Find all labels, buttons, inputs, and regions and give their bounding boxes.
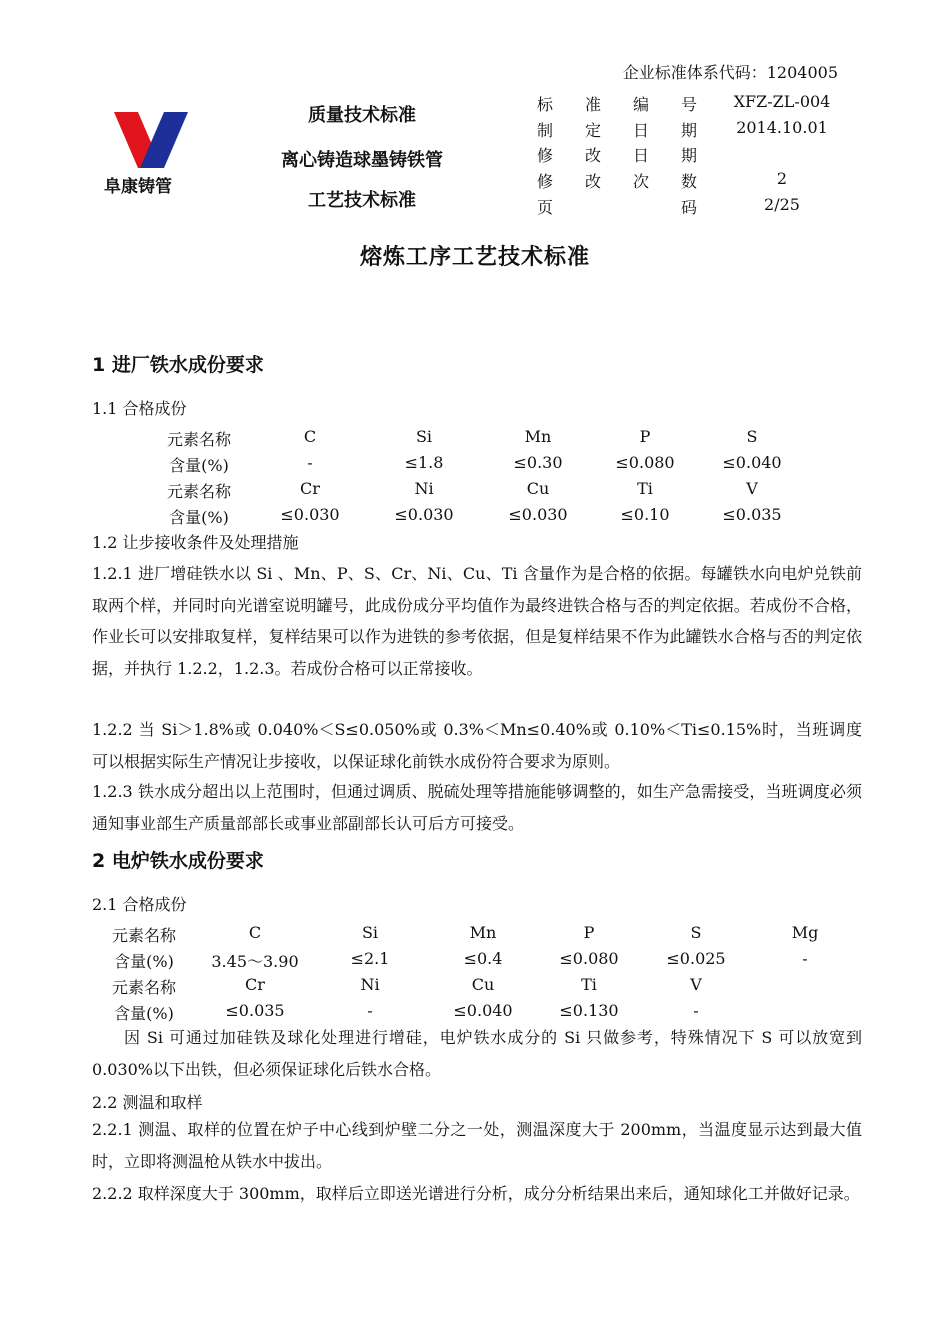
table-cell: ≤0.030 bbox=[394, 505, 454, 524]
meta-label-char: 修 bbox=[537, 172, 554, 191]
table-cell: Ti bbox=[581, 975, 597, 994]
system-code: 企业标准体系代码：1204005 bbox=[622, 63, 838, 82]
table-row-label: 元素名称 bbox=[111, 978, 177, 997]
meta-label-char: 修 bbox=[537, 146, 554, 165]
table-cell: Si bbox=[361, 923, 379, 942]
meta-value: 2014.10.01 bbox=[736, 118, 828, 137]
table-cell: C bbox=[248, 923, 262, 942]
table-cell: ≤0.4 bbox=[463, 949, 503, 968]
section1-sub2-title: 1.2 让步接收条件及处理措施 bbox=[92, 533, 299, 552]
document-title: 熔炼工序工艺技术标准 bbox=[359, 245, 590, 270]
meta-label-char: 改 bbox=[585, 146, 602, 165]
header-title-3: 工艺技术标准 bbox=[308, 190, 416, 211]
meta-label-char: 日 bbox=[633, 121, 650, 140]
meta-value: 2/25 bbox=[764, 195, 800, 214]
section2-sub1-title: 2.1 合格成份 bbox=[92, 895, 187, 914]
table-cell: ≤0.040 bbox=[722, 453, 782, 472]
meta-label-char: 制 bbox=[537, 121, 554, 140]
meta-label-char: 日 bbox=[633, 146, 650, 165]
table-cell: ≤0.030 bbox=[280, 505, 340, 524]
table-cell: Cu bbox=[526, 479, 550, 498]
meta-row bbox=[537, 169, 857, 195]
table-cell: Cr bbox=[245, 975, 265, 994]
section2-sub2-title: 2.2 测温和取样 bbox=[92, 1093, 203, 1112]
table-row-label: 元素名称 bbox=[166, 430, 232, 449]
table-cell: - bbox=[693, 1001, 699, 1020]
table-cell: Ni bbox=[414, 479, 434, 498]
section1-heading: 1 进厂铁水成份要求 bbox=[92, 354, 264, 376]
meta-label-char: 码 bbox=[681, 198, 698, 217]
table-cell: P bbox=[583, 923, 595, 942]
meta-row bbox=[537, 195, 857, 221]
section2-note: 因 Si 可通过加硅铁及球化处理进行增硅，电炉铁水成分的 Si 只做参考，特殊情况下 S 可以放宽到 0.030%以下出铁，但必须保证球化后铁水合格。 bbox=[92, 1028, 862, 1079]
table-row-label: 含量(%) bbox=[114, 1004, 174, 1023]
table-cell: Si bbox=[415, 427, 433, 446]
table-row-label: 含量(%) bbox=[114, 952, 174, 971]
table-cell: Cr bbox=[300, 479, 320, 498]
table-cell: - bbox=[307, 453, 313, 472]
table-row-label: 元素名称 bbox=[111, 926, 177, 945]
table-cell: ≤0.035 bbox=[225, 1001, 285, 1020]
table-cell: Cu bbox=[471, 975, 495, 994]
meta-row bbox=[537, 143, 857, 169]
table-cell: Mn bbox=[524, 427, 552, 446]
header-title-1: 质量技术标准 bbox=[308, 105, 416, 126]
meta-label-char: 页 bbox=[537, 198, 554, 217]
table-cell: S bbox=[746, 427, 758, 446]
meta-label-char: 标 bbox=[537, 95, 554, 114]
table-cell: Ni bbox=[360, 975, 380, 994]
table-cell: - bbox=[367, 1001, 373, 1020]
table-cell: ≤1.8 bbox=[404, 453, 444, 472]
table-cell: ≤2.1 bbox=[350, 949, 390, 968]
meta-label-char: 数 bbox=[681, 172, 698, 191]
meta-value: 2 bbox=[776, 169, 788, 188]
header-title-2: 离心铸造球墨铸铁管 bbox=[281, 150, 443, 171]
table-cell: ≤0.080 bbox=[559, 949, 619, 968]
table-cell: C bbox=[303, 427, 317, 446]
table-cell: ≤0.130 bbox=[559, 1001, 619, 1020]
table-cell: - bbox=[802, 949, 808, 968]
meta-label-char: 次 bbox=[633, 172, 650, 191]
meta-label-char: 准 bbox=[585, 95, 602, 114]
company-name: 阜康铸管 bbox=[104, 177, 172, 197]
meta-label-char: 改 bbox=[585, 172, 602, 191]
section1-sub1-title: 1.1 合格成份 bbox=[92, 399, 187, 418]
table-row-label: 含量(%) bbox=[169, 456, 229, 475]
paragraph-2-2-1: 2.2.1 测温、取样的位置在炉子中心线到炉壁二分之一处，测温深度大于 200mm，当温度显示达到最大值时，立即将测温枪从铁水中拔出。 bbox=[92, 1120, 862, 1171]
table-cell: Mg bbox=[791, 923, 819, 942]
table-row-label: 元素名称 bbox=[166, 482, 232, 501]
table-row-label: 含量(%) bbox=[169, 508, 229, 527]
paragraph-1-2-2: 1.2.2 当 Si＞1.8%或 0.040%＜S≤0.050%或 0.3%＜Mn≤0.40%或 0.10%＜Ti≤0.15%时，当班调度可以根据实际生产情况让步接收，以保证球化前铁水成份符合要求为原则。 bbox=[92, 720, 862, 771]
table-cell: 3.45～3.90 bbox=[211, 952, 299, 971]
table-cell: ≤0.080 bbox=[615, 453, 675, 472]
table-cell: Ti bbox=[637, 479, 653, 498]
logo-mark-icon bbox=[106, 108, 196, 172]
meta-label-char: 期 bbox=[681, 121, 698, 140]
table-cell: ≤0.030 bbox=[508, 505, 568, 524]
table-cell: ≤0.040 bbox=[453, 1001, 513, 1020]
table-cell: Mn bbox=[469, 923, 497, 942]
table-cell: P bbox=[639, 427, 651, 446]
table-cell: V bbox=[746, 479, 758, 498]
meta-label-char: 编 bbox=[633, 95, 650, 114]
meta-label-char: 期 bbox=[681, 146, 698, 165]
meta-label-char: 号 bbox=[681, 95, 698, 114]
section2-heading: 2 电炉铁水成份要求 bbox=[92, 850, 264, 872]
table-cell: ≤0.025 bbox=[666, 949, 726, 968]
table-cell: ≤0.30 bbox=[513, 453, 563, 472]
paragraph-1-2-3: 1.2.3 铁水成分超出以上范围时，但通过调质、脱硫处理等措施能够调整的，如生产急需接受，当班调度必须通知事业部生产质量部部长或事业部副部长认可后方可接受。 bbox=[92, 782, 862, 833]
table-cell: ≤0.10 bbox=[620, 505, 670, 524]
paragraph-2-2-2: 2.2.2 取样深度大于 300mm，取样后立即送光谱进行分析，成分分析结果出来后，通知球化工并做好记录。 bbox=[92, 1184, 860, 1203]
meta-label-char: 定 bbox=[585, 121, 602, 140]
table-cell: S bbox=[690, 923, 702, 942]
table-cell: V bbox=[690, 975, 702, 994]
meta-row bbox=[537, 92, 857, 118]
meta-row bbox=[537, 118, 857, 144]
meta-value: XFZ-ZL-004 bbox=[733, 92, 831, 111]
table-cell: ≤0.035 bbox=[722, 505, 782, 524]
paragraph-1-2-1: 1.2.1 进厂增硅铁水以 Si 、Mn、P、S、Cr、Ni、Cu、Ti 含量作为是合格的依据。每罐铁水向电炉兑铁前取两个样，并同时向光谱室说明罐号，此成份成分平均值作为最终进铁合格与否的判定依据。若成份不合格，作业长可以安排取复样，复样结果可以作为进铁的参考依据，但是复样结果不作为此罐铁水合格与否的判定依据，并执行 1.2.2，1.2.3。若成份合格可以正常接收。 bbox=[92, 564, 862, 678]
